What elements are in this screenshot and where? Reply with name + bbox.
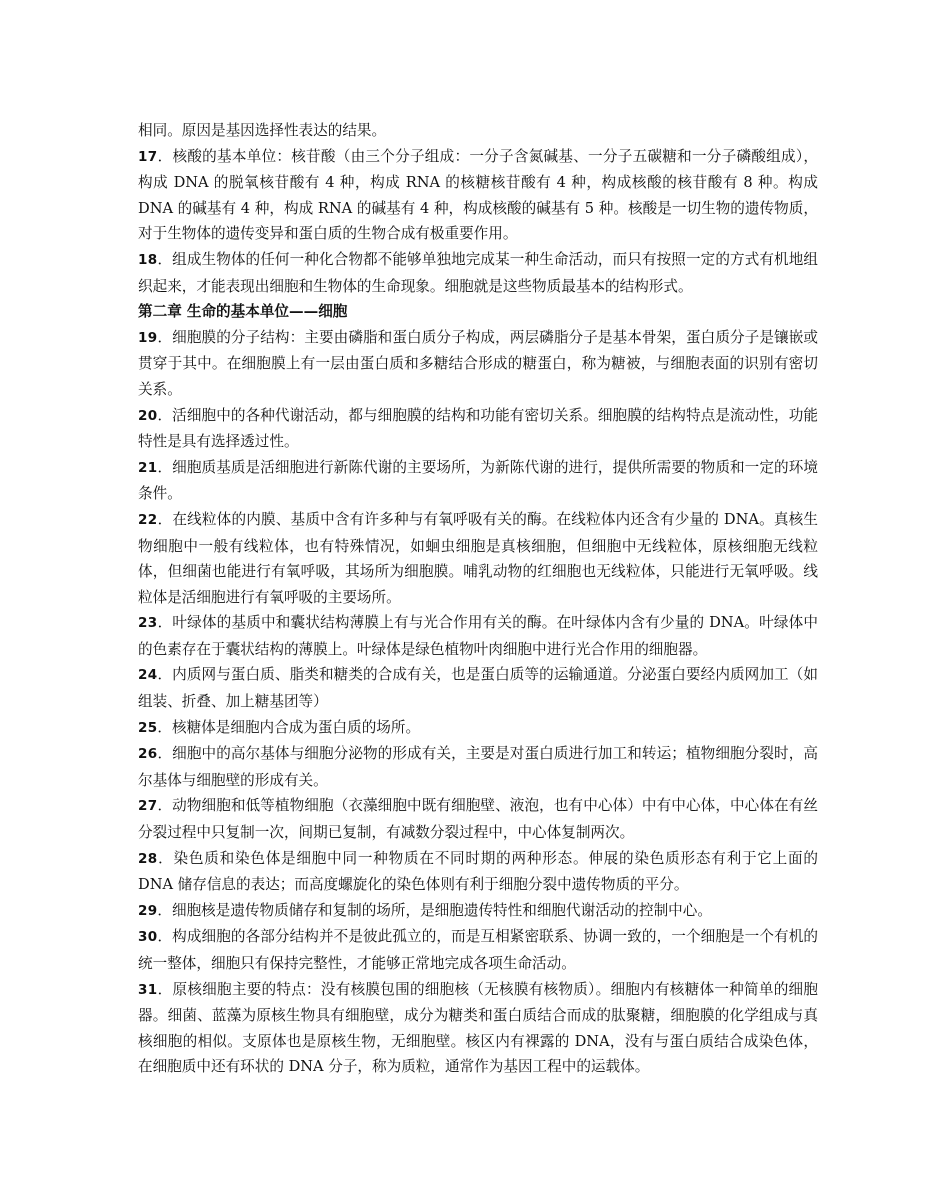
item-text: ．组成生物体的任何一种化合物都不能够单独地完成某一种生命活动，而只有按照一定的方式有机地组织起来，才能表现出细胞和生物体的生命现象。细胞就是这些物质最基本的结构形式。 [138, 250, 818, 295]
item-31 [138, 977, 818, 1080]
chapter-heading: 第二章 生命的基本单位——细胞 [138, 303, 348, 321]
item-19 [138, 325, 818, 403]
item-number: 28 [138, 850, 158, 867]
item-number: 23 [138, 615, 158, 632]
item-number: 21 [138, 459, 158, 476]
item-number: 29 [138, 902, 158, 919]
item-number: 22 [138, 511, 158, 528]
item-text: ．染色质和染色体是细胞中同一种物质在不同时期的两种形态。伸展的染色质形态有利于它上面的 DNA 储存信息的表达；而高度螺旋化的染色体则有利于细胞分裂中遗传物质的平分。 [138, 849, 818, 894]
item-number: 19 [138, 329, 158, 346]
item-text: ．核酸的基本单位：核苷酸（由三个分子组成：一分子含氮碱基、一分子五碳糖和一分子磷酸组成），构成 DNA 的脱氧核苷酸有 4 种，构成 RNA 的核糖核苷酸有 4 种，构成核酸的核苷酸有 8 种。构成 DNA 的碱基有 4 种，构成 RNA 的碱基有 4 种，构成核酸的碱基有 5 种。核酸是一切生物的遗传物质，对于生物体的遗传变异和蛋白质的生物合成有极重要作用。 [138, 147, 818, 243]
item-30 [138, 924, 818, 976]
item-number: 27 [138, 798, 158, 815]
item-text: ．活细胞中的各种代谢活动，都与细胞膜的结构和功能有密切关系。细胞膜的结构特点是流动性，功能特性是具有选择透过性。 [138, 406, 818, 451]
item-text: ．细胞质基质是活细胞进行新陈代谢的主要场所，为新陈代谢的进行，提供所需要的物质和一定的环境条件。 [138, 458, 818, 503]
item-17 [138, 144, 818, 247]
item-text: ．细胞中的高尔基体与细胞分泌物的形成有关，主要是对蛋白质进行加工和转运；植物细胞分裂时，高尔基体与细胞壁的形成有关。 [138, 745, 818, 789]
item-text: ．原核细胞主要的特点：没有核膜包围的细胞核（无核膜有核物质）。细胞内有核糖体一种简单的细胞器。细菌、蓝藻为原核生物具有细胞壁，成分为糖类和蛋白质结合而成的肽聚糖，细胞膜的化学组成与真核细胞的相似。支原体也是原核生物，无细胞壁。核区内有裸露的 DNA，没有与蛋白质结合成染色体，在细胞质中还有环状的 DNA 分子，称为质粒，通常作为基因工程中的运载体。 [138, 980, 818, 1076]
item-28 [138, 846, 818, 898]
document-page [138, 118, 818, 1080]
item-21 [138, 455, 818, 507]
item-24 [138, 662, 818, 714]
item-number: 17 [138, 148, 158, 165]
item-text: ．内质网与蛋白质、脂类和糖类的合成有关，也是蛋白质等的运输通道。分泌蛋白要经内质网加工（如组装、折叠、加上糖基团等） [138, 666, 818, 711]
item-number: 25 [138, 719, 158, 736]
item-number: 26 [138, 746, 158, 763]
item-27 [138, 793, 818, 845]
intro-tail-paragraph: 相同。原因是基因选择性表达的结果。 [138, 122, 387, 139]
item-23 [138, 610, 818, 662]
item-number: 30 [138, 929, 158, 946]
item-25 [138, 715, 818, 742]
item-22 [138, 507, 818, 610]
item-text: ．核糖体是细胞内合成为蛋白质的场所。 [157, 718, 421, 736]
item-number: 20 [138, 407, 158, 424]
item-number: 24 [138, 667, 158, 684]
item-number: 31 [138, 981, 158, 998]
item-text: ．叶绿体的基质中和囊状结构薄膜上有与光合作用有关的酶。在叶绿体内含有少量的 DNA。叶绿体中的色素存在于囊状结构的薄膜上。叶绿体是绿色植物叶肉细胞中进行光合作用的细胞器。 [138, 614, 818, 658]
item-text: ．细胞核是遗传物质储存和复制的场所，是细胞遗传特性和细胞代谢活动的控制中心。 [157, 901, 712, 919]
item-20 [138, 403, 818, 455]
item-29 [138, 898, 818, 925]
item-text: ．动物细胞和低等植物细胞（衣藻细胞中既有细胞壁、液泡，也有中心体）中有中心体，中心体在有丝分裂过程中只复制一次，间期已复制，有减数分裂过程中，中心体复制两次。 [138, 797, 818, 842]
item-number: 18 [138, 251, 158, 268]
item-text: ．细胞膜的分子结构：主要由磷脂和蛋白质分子构成，两层磷脂分子是基本骨架，蛋白质分子是镶嵌或贯穿于其中。在细胞膜上有一层由蛋白质和多糖结合形成的糖蛋白，称为糖被，与细胞表面的识别有密切关系。 [138, 328, 818, 398]
item-text: ．在线粒体的内膜、基质中含有许多种与有氧呼吸有关的酶。在线粒体内还含有少量的 DNA。真核生物细胞中一般有线粒体，也有特殊情况，如蛔虫细胞是真核细胞，但细胞中无线粒体，原核细胞无线粒体，但细菌也能进行有氧呼吸，其场所为细胞膜。哺乳动物的红细胞也无线粒体，只能进行无氧呼吸。线粒体是活细胞进行有氧呼吸的主要场所。 [138, 510, 818, 606]
item-26 [138, 741, 818, 793]
item-text: ．构成细胞的各部分结构并不是彼此孤立的，而是互相紧密联系、协调一致的，一个细胞是一个有机的统一整体，细胞只有保持完整性，才能够正常地完成各项生命活动。 [138, 928, 818, 972]
item-18 [138, 247, 818, 299]
